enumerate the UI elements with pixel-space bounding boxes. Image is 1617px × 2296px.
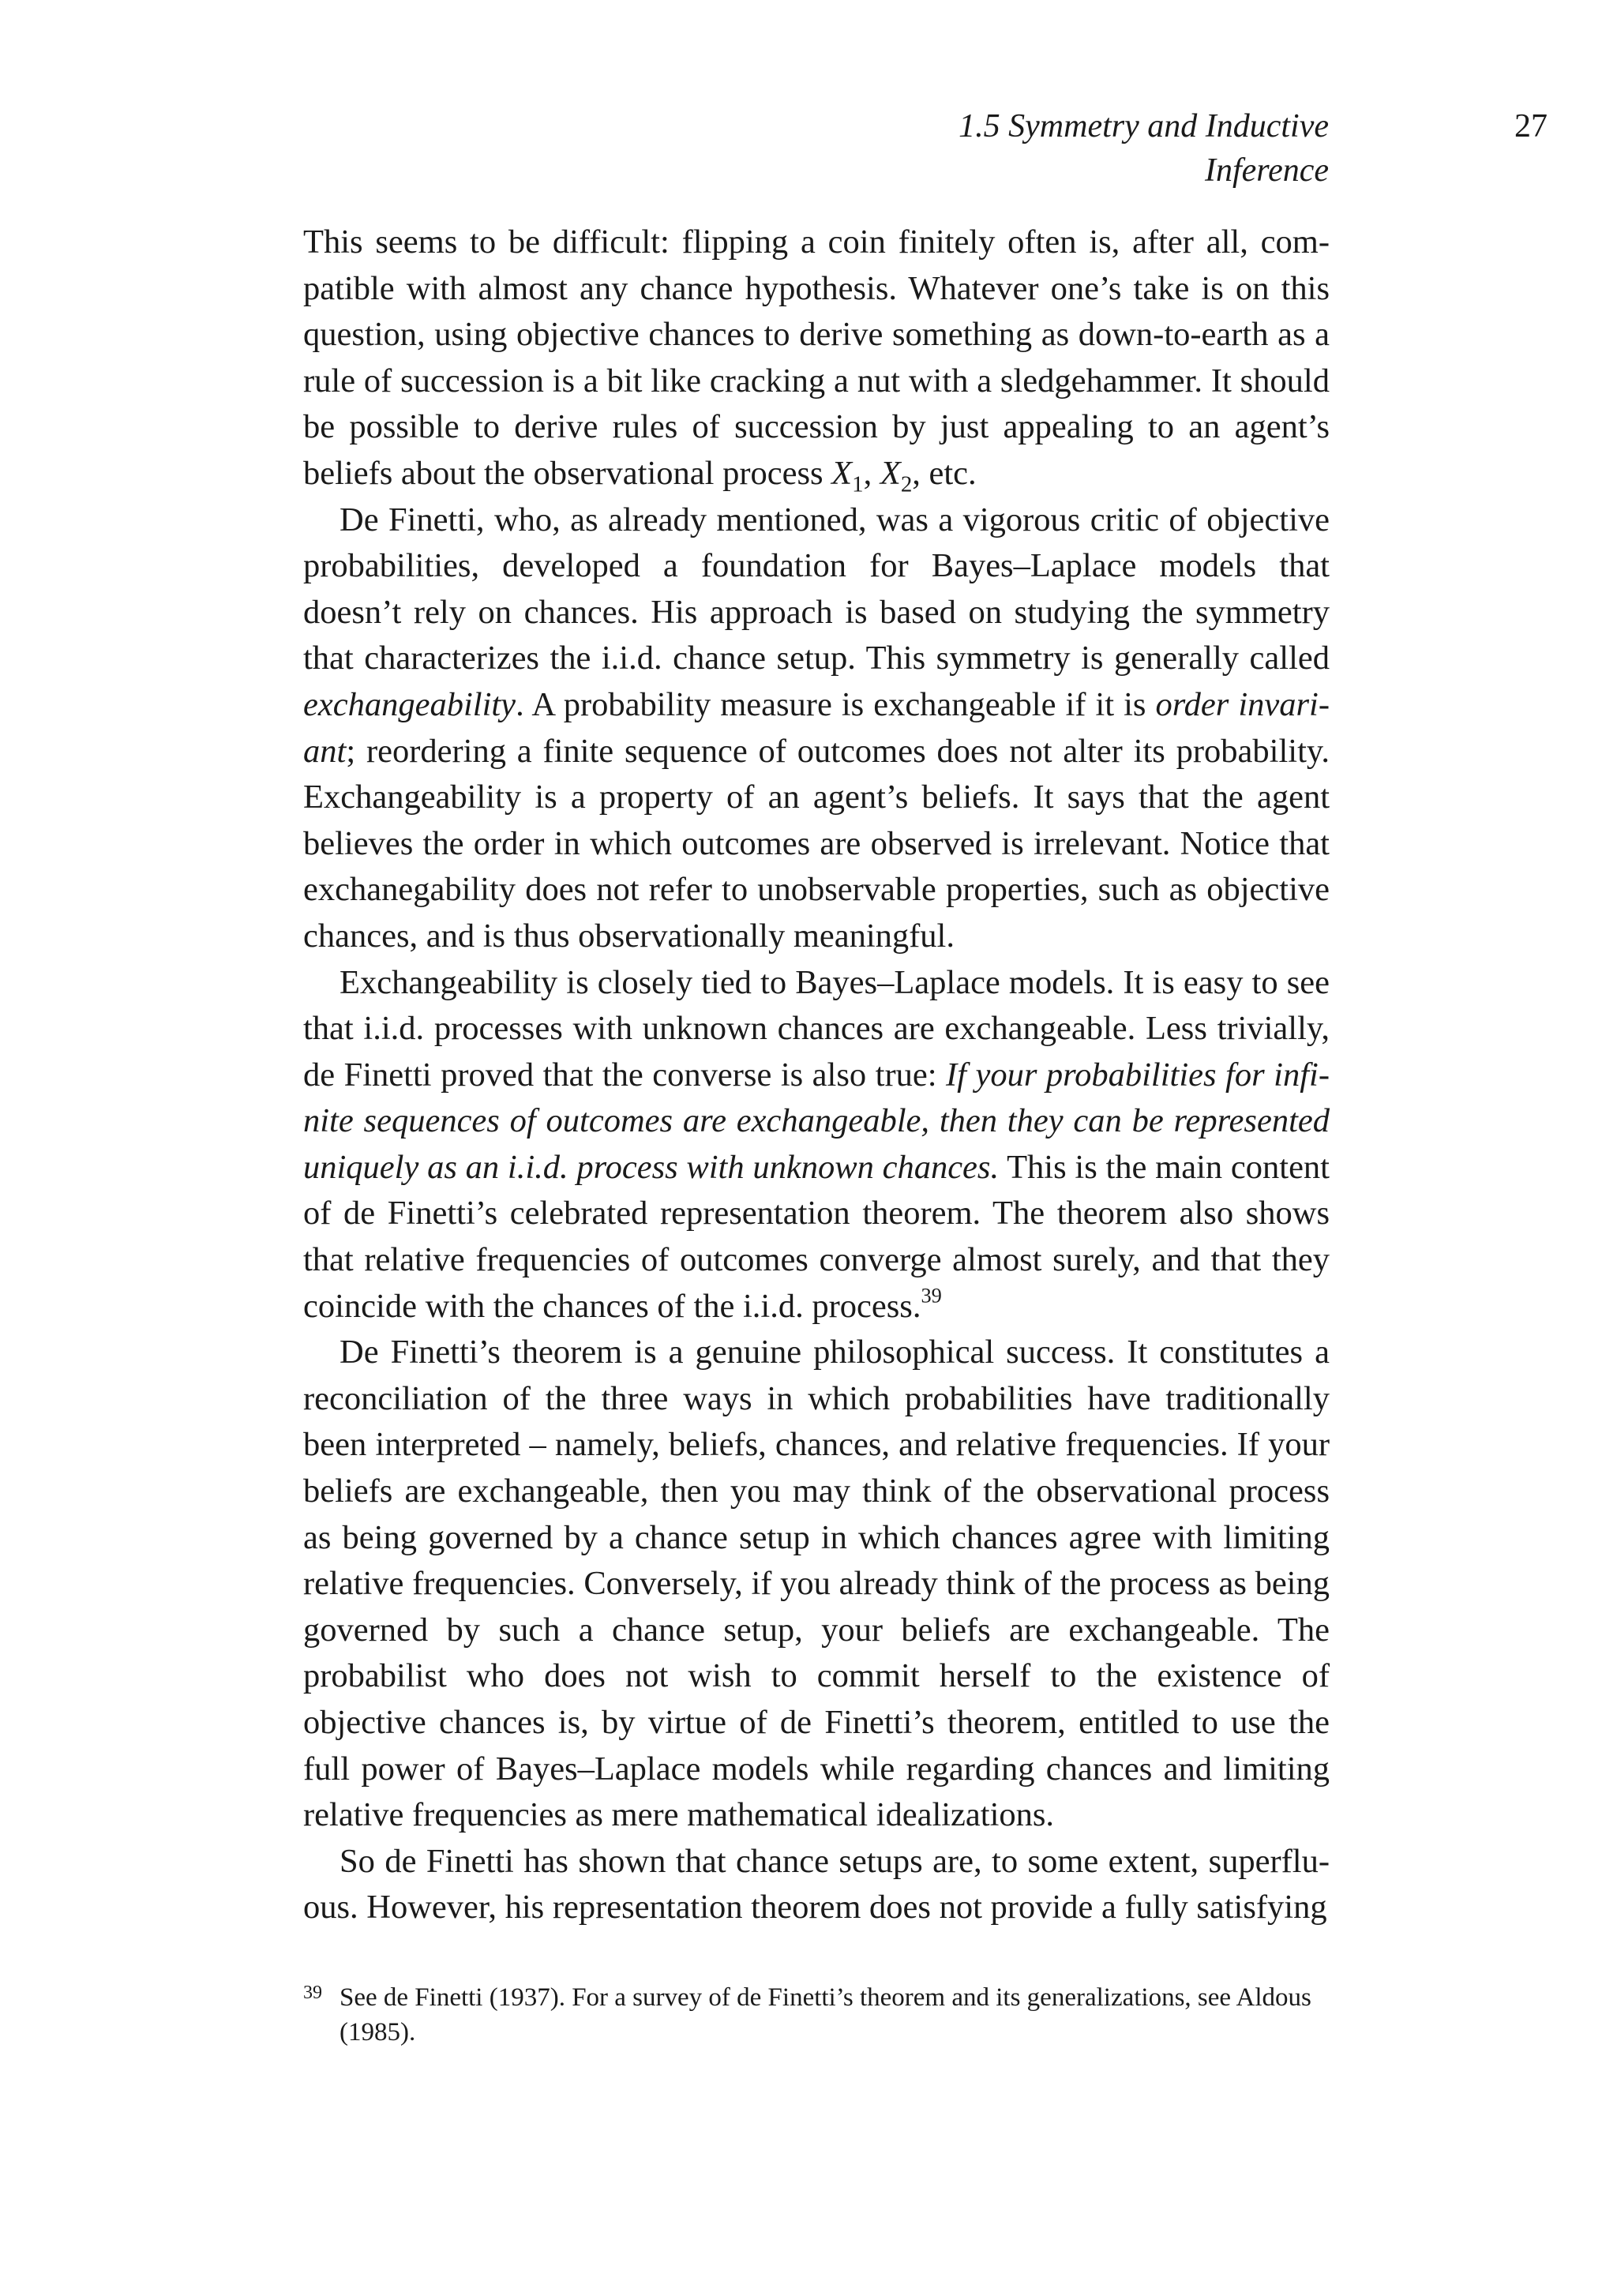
term-exchangeability: exchangeability [303,685,516,723]
paragraph-3: Exchangeability is closely tied to Bayes–Laplace models. It is easy to see that i.i.d. processes with unknown chances are exchangeable. Less trivially, de Finetti proved that the converse is also true: If your probabilities for infinite sequences of outcomes are exchangeable, then they can be represented uniquely as an i.i.d. process with unknown chances. This is the main content of de Finetti’s celebrated representation theorem. The theorem also shows that relative frequencies of outcomes converge almost surely, and that they coincide with the chances of the i.i.d. process.$^{39}$ [303,963,1330,1325]
footnote-text: See de Finetti (1937). For a survey of de Finetti’s theorem and its generalizations, see Aldous (1985). [340,1983,1311,2047]
term-order-invariant: order invariant [303,685,1330,770]
theorem-statement: If your probabilities for infinite sequences of outcomes are exchangeable, then they can be represented uniquely as an i.i.d. process with unknown chances. [303,1056,1330,1186]
page-number: 27 [1514,108,1548,144]
paragraph-1: This seems to be difficult: flipping a coin finitely often is, after all, compatible with almost any chance hypothesis. Whatever one’s take is on this question, using objective chances to derive something as down-to-earth as a rule of succession is a bit like cracking a nut with a sledgehammer. It should be possible to derive rules of succession by just appealing to an agent’s beliefs about the observational process $X_1$, $X_2$, etc. [303,223,1330,497]
footnote-number: 39 [303,1983,322,2003]
paragraph-4: De Finetti’s theorem is a genuine philosophical success. It constitutes a reconciliation of the three ways in which probabilities have traditionally been interpreted – namely, beliefs, chances, and relative frequencies. If your beliefs are exchangeable, then you may think of the observational process as being governed by a chance setup in which chances agree with limiting relative frequencies. Conversely, if you already think of the process as being governed by such a chance setup, your beliefs are exchangeable. The probabilist who does not wish to commit herself to the existence of objective chances is, by virtue of de Finetti’s theorem, entitled to use the full power of Bayes–Laplace models while regarding chances and limiting relative frequencies as mere mathematical idealizations. [303,1334,1330,1834]
paragraph-1-text: This seems to be difficult: flipping a coin finitely often is, after all, compatible with almost any chance hypothesis. Whatever one’s take is on this question, using objective chances to derive something as down-to-earth as a rule of succession is a bit like cracking a nut with a sledgehammer. It should be possible to derive rules of succession by just appealing to an agent’s beliefs about the observational process [303,223,1330,492]
math-x2: $X_2$ [880,454,913,497]
body-text [303,219,1330,1931]
footnote-reference[interactable]: 39 [921,1284,942,1307]
paragraph-2: De Finetti, who, as already mentioned, was a vigorous critic of objective probabilities, developed a foundation for Bayes–Laplace models that doesn’t rely on chances. His approach is based on studying the symmetry that characterizes the i.i.d. chance setup. This symmetry is generally called exchangeability. A probability measure is exchangeable if it is order invariant; reordering a finite sequence of outcomes does not alter its probability. Exchangeability is a property of an agent’s beliefs. It says that the agent believes the order in which outcomes are observed is irrelevant. Notice that exchanegability does not refer to unobservable properties, such as objective chances, and is thus observationally meaningful. [303,501,1330,955]
running-head: 1.5 Symmetry and Inductive Inference [959,108,1329,189]
math-x1: $X_1$ [831,454,864,497]
footnote [303,1980,1330,2050]
paragraph-5: So de Finetti has shown that chance setups are, to some extent, superfluous. However, his representation theorem does not provide a fully satisfying [303,1842,1330,1926]
